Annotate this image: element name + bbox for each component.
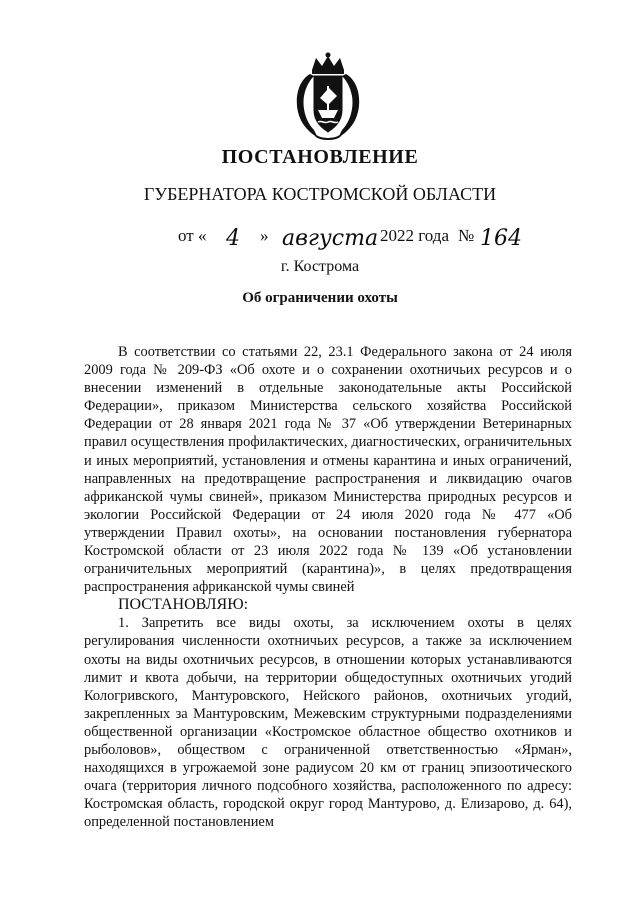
date-prefix: от «	[178, 226, 207, 245]
date-day-handwritten: 4	[226, 226, 240, 251]
document-heading: Об ограничении охоты	[242, 290, 398, 306]
date-month-handwritten: августа	[282, 226, 379, 251]
preamble-paragraph: В соответствии со статьями 22, 23.1 Федерального закона от 24 июля 2009 года № 209-ФЗ «Об охоте и о сохранении охотничьих ресурсов и о внесении изменений в отдельные законодательные акты Российской Федерации», приказом Министерства сельского хозяйства Российской Федерации от 28 января 2021 года № 37 «Об утверждении Ветеринарных правил осуществления профилактических, диагностических, ограничительных и иных мероприятий, установления и отмены карантина и иных ограничений, направленных на предотвращение распространения и ликвидацию очагов африканской чумы свиней», приказом Министерства природных ресурсов и экологии Российской Федерации от 24 июля 2020 года № 477 «Об утверждении Правил охоты», на основании постановления губернатора Костромской области от 23 июля 2022 года № 139 «Об установлении ограничительных мероприятий (карантина)», в целях предотвращения распространения африканской чумы свиней	[84, 344, 572, 596]
coat-of-arms-emblem	[290, 52, 366, 144]
document-issuer: ГУБЕРНАТОРА КОСТРОМСКОЙ ОБЛАСТИ	[143, 184, 497, 204]
clause-paragraph-1: 1. Запретить все виды охоты, за исключением охоты в целях регулирования численности охотничьих ресурсов, а также за исключением охоты на виды охотничьих ресурсов, в отношении которых устанавливаются лимит и квота добычи, на территории общедоступных охотничьих угодий Кологривского, Мантуровского, Нейского районов, охотничьих угодий, закрепленных за Мантуровским, Межевским структурными подразделениями общественной организации «Костромское областное общество охотников и рыболовов», обществом с ограниченной ответственностью «Ярман», находящихся в угрожаемой зоне радиусом 20 км от границ эпизоотического очага (территория личного подсобного хозяйства, расположенного по адресу: Костромская область, городской округ город Мантурово, д. Елизарово, д. 64), определенной постановлением	[84, 615, 572, 831]
number-sign: №	[458, 226, 475, 245]
document-number-handwritten: 164	[480, 226, 522, 251]
document-title: ПОСТАНОВЛЕНИЕ	[221, 146, 419, 168]
date-year: 2022 года	[380, 226, 450, 245]
city-line: г. Кострома	[280, 258, 360, 275]
date-mid: »	[260, 226, 269, 245]
date-number-line	[178, 222, 538, 250]
decree-word: ПОСТАНОВЛЯЮ:	[118, 596, 249, 614]
document-body	[84, 343, 572, 831]
